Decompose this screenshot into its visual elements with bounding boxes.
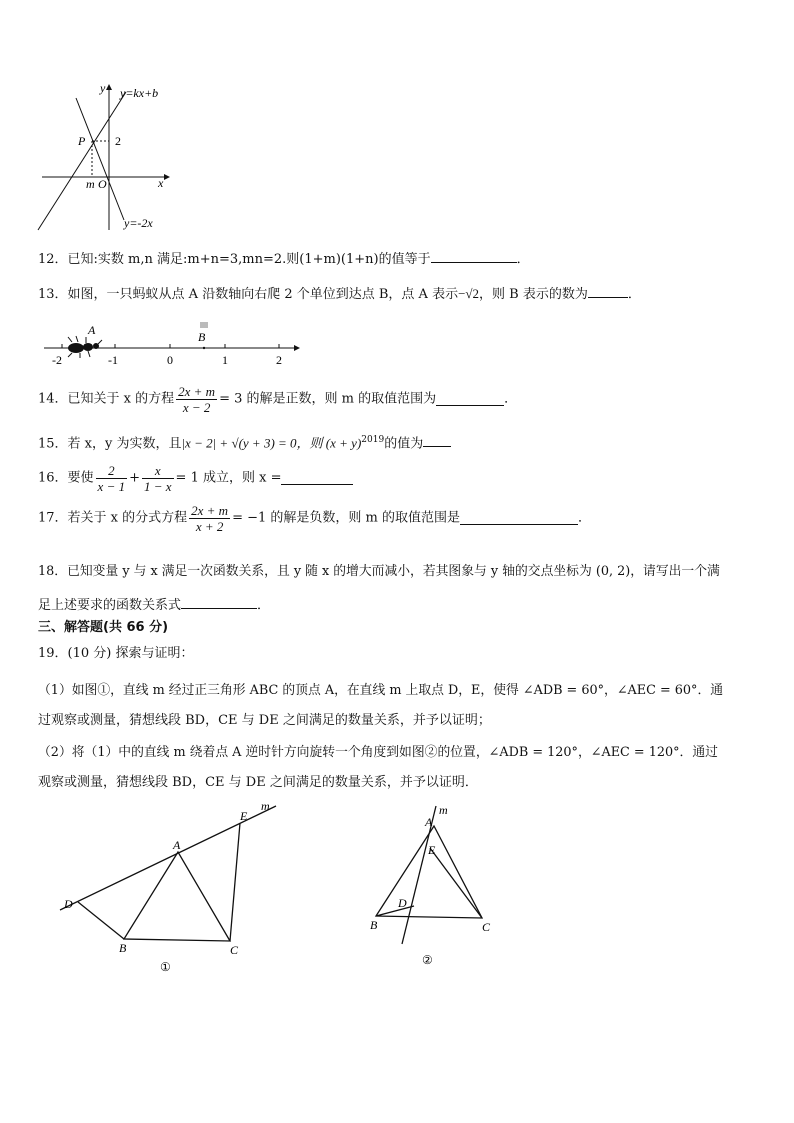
q18-answer-blank[interactable] [181, 596, 257, 609]
fig1-label-d: D [64, 897, 73, 911]
label-b: B [198, 330, 206, 344]
fig2-label-b: B [370, 918, 378, 932]
fig2-label-e: E [428, 843, 436, 857]
question-14 [38, 384, 517, 415]
fig1-segment-ec [230, 823, 240, 941]
number-line-arrow [294, 345, 300, 351]
fig1-segment-db [78, 902, 124, 939]
fig2-label-c: C [482, 920, 491, 934]
q15-expr: |x − 2| + √(y + 3) = 0，则 (x + y) [181, 435, 362, 451]
fig1-label-a: A [173, 838, 181, 852]
q19-p1-line2: 过观察或测量，猜想线段 BD，CE 与 DE 之间满足的数量关系，并予以证明； [38, 713, 491, 728]
q13-answer-blank[interactable] [588, 285, 628, 298]
figure-1 [56, 796, 288, 976]
question-18 [38, 555, 760, 623]
q17-eq: = −1 的解是负数，则 m 的取值范围是 [232, 510, 460, 526]
label-a: A [88, 323, 96, 337]
ant-icon [68, 336, 102, 358]
fig2-label-a: A [425, 815, 433, 829]
q14-eq: = 3 的解是正数，则 m 的取值范围为 [219, 391, 437, 407]
q16-den1: x − 1 [97, 479, 126, 494]
question-13 [38, 285, 641, 304]
q15-tail: 的值为 [384, 436, 424, 452]
q13-tail: ，则 B 表示的数为 [479, 287, 588, 302]
fig1-triangle-abc [124, 852, 230, 941]
fig2-caption: ② [422, 953, 433, 967]
q19-p1-line1: （1）如图①，直线 m 经过正三角形 ABC 的顶点 A，在直线 m 上取点 D，E，使得 ∠ADB = 60°，∠AEC = 60°．通 [38, 683, 724, 698]
fig1-caption: ① [160, 960, 171, 974]
fig11-label-y: y [100, 81, 106, 95]
q15-text: 15．若 x，y 为实数，且 [38, 436, 182, 452]
fig1-label-e: E [240, 809, 248, 823]
tick-label-2: 2 [276, 353, 282, 367]
tick-label-neg1: -1 [108, 353, 118, 367]
q13-text: 13．如图，一只蚂蚁从点 A 沿数轴向右爬 2 个单位到达点 B，点 A 表示 [38, 287, 459, 302]
q14-answer-blank[interactable] [436, 393, 504, 406]
q17-den: x + 2 [195, 519, 224, 534]
q19-part1 [38, 676, 760, 736]
q17-answer-blank[interactable] [460, 512, 578, 525]
q17-fraction [189, 503, 230, 534]
q16-num2: x [142, 463, 174, 479]
tick-label-0: 0 [167, 353, 173, 367]
q19-p2-line1: （2）将（1）中的直线 m 绕着点 A 逆时针方向旋转一个角度到如图②的位置，∠ADB = 120°，∠AEC = 120°．通过 [38, 745, 718, 760]
q19-head: 19．(10 分) 探索与证明： [38, 646, 194, 661]
q16-num1: 2 [96, 463, 128, 479]
q12-answer-blank[interactable] [431, 250, 517, 263]
q16-answer-blank[interactable] [281, 472, 353, 485]
q18-end: ． [257, 598, 271, 613]
question-16 [38, 463, 353, 494]
q17-num: 2x + m [191, 503, 229, 518]
fig2-label-d: D [398, 896, 407, 910]
q14-text: 14．已知关于 x 的方程 [38, 391, 175, 407]
question-17 [38, 503, 591, 534]
q16-fraction-1 [96, 463, 128, 494]
q14-end: ． [504, 391, 518, 407]
q19-p2-line2: 观察或测量，猜想线段 BD，CE 与 DE 之间满足的数量关系，并予以证明． [38, 775, 478, 790]
y-axis-arrow [106, 84, 112, 90]
q19-part2 [38, 738, 760, 798]
fig1-label-m: m [261, 799, 270, 813]
fig11-graph [36, 80, 176, 232]
q16-den2: 1 − x [144, 479, 172, 494]
q14-den: x − 2 [182, 400, 211, 415]
q15-answer-blank[interactable] [423, 434, 451, 447]
q14-num: 2x + m [178, 384, 216, 399]
question-12 [38, 250, 530, 269]
q16-fraction-2 [142, 463, 174, 494]
q18-line2: 足上述要求的函数关系式 [38, 598, 182, 613]
fig11-label-line2: y=-2x [124, 216, 153, 230]
fig2-segment-ce [430, 848, 482, 918]
figure-2 [364, 796, 504, 976]
fig11-label-line1: y=kx+b [120, 86, 159, 100]
point-b-dot [203, 347, 205, 349]
tick-label-neg2: -2 [52, 353, 62, 367]
fig1-label-b: B [119, 941, 127, 955]
fig2-label-m: m [439, 803, 448, 817]
q17-text: 17．若关于 x 的分式方程 [38, 510, 188, 526]
tick-label-1: 1 [222, 353, 228, 367]
q12-tail: ． [516, 252, 530, 267]
fig11-label-two: 2 [115, 134, 121, 148]
fig11-label-m: m [86, 177, 95, 191]
x-axis-arrow [164, 174, 170, 180]
fig11-label-p: P [78, 134, 86, 148]
q18-line2-row [38, 589, 760, 623]
question-15 [38, 431, 451, 453]
q18-line1: 18．已知变量 y 与 x 满足一次函数关系，且 y 随 x 的增大而减小，若其图象与 y 轴的交点坐标为 (0, 2)，请写出一个满 [38, 564, 720, 579]
fig11-label-o: O [98, 177, 107, 191]
q12-text: 12．已知:实数 m,n 满足:m+n=3,mn=2.则(1+m)(1+n)的值等于 [38, 252, 431, 267]
point-b-marker [200, 322, 208, 328]
section-3-title: 三、解答题(共 66 分) [38, 620, 169, 635]
fig1-label-c: C [230, 943, 239, 957]
q14-fraction [176, 384, 217, 415]
q17-end: ． [578, 510, 592, 526]
q13-value: −√2 [458, 286, 480, 301]
q16-plus: + [129, 470, 140, 486]
q16-eq: = 1 成立，则 x = [175, 470, 282, 486]
fig11-label-x: x [158, 176, 164, 190]
q13-end: ． [627, 287, 641, 302]
fig2-triangle-abc [376, 826, 482, 918]
q15-exp: 2019 [361, 435, 385, 445]
q16-text: 16．要使 [38, 470, 94, 486]
q13-number-line [42, 322, 304, 368]
